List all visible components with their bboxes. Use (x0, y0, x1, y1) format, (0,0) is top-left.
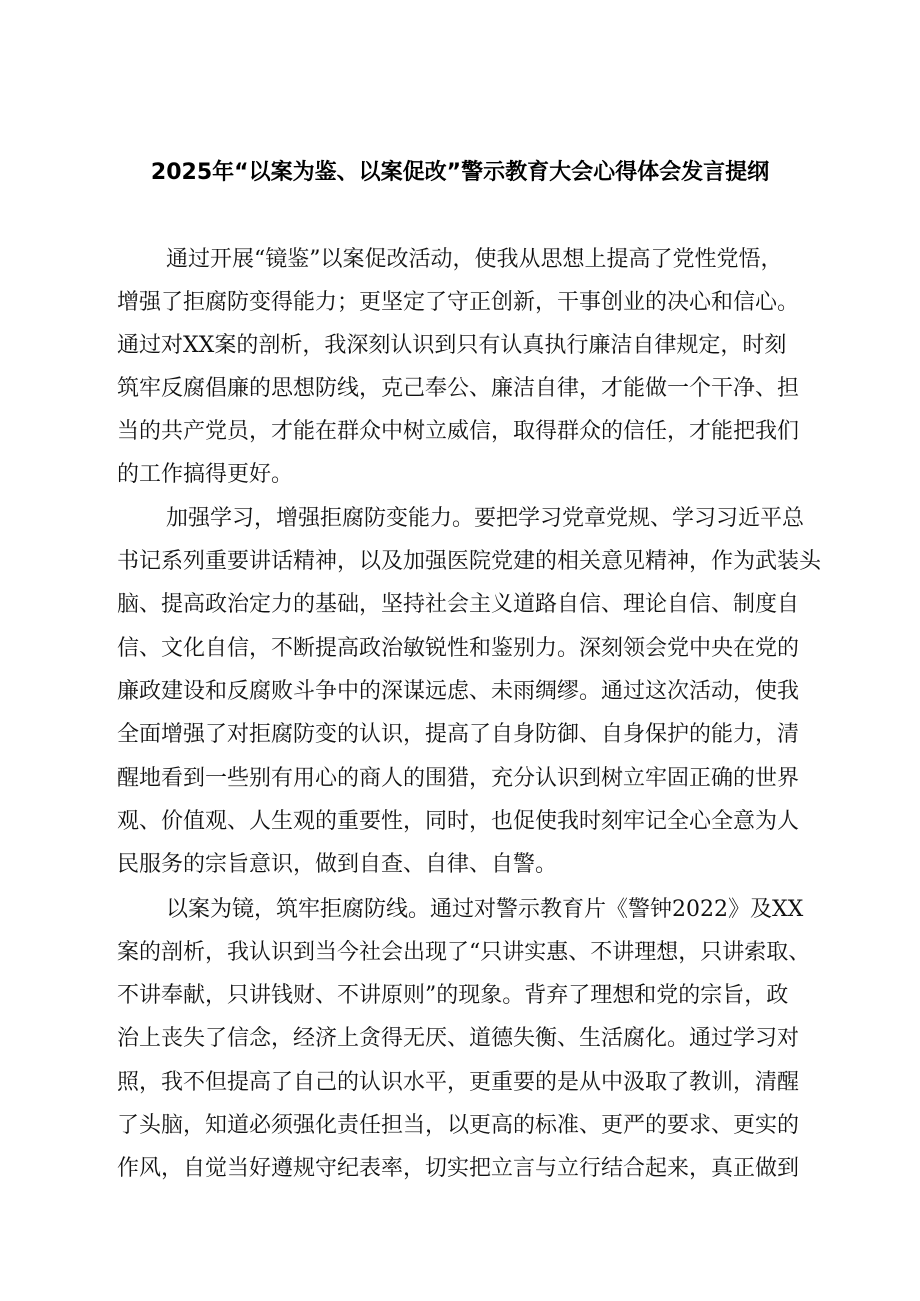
text-line: 案的剖析，我认识到当今社会出现了“只讲实惠、不讲理想，只讲索取、 (117, 940, 811, 965)
text-line: 以案为镜，筑牢拒腐防线。通过对警示教育片《警钟2022》及XX (166, 897, 804, 922)
text-line: 照，我不但提高了自己的认识水平，更重要的是从中汲取了教训，清醒 (117, 1070, 800, 1095)
text-line: 信、文化自信，不断提高政治敏锐性和鉴别力。深刻领会党中央在党的 (117, 636, 800, 661)
text-line: 脑、提高政治定力的基础，坚持社会主义道路自信、理论自信、制度自 (117, 592, 800, 617)
text-line: 通过对XX案的剖析，我深刻认识到只有认真执行廉洁自律规定，时刻 (117, 333, 787, 358)
document-title: 2025年“以案为鉴、以案促改”警示教育大会心得体会发言提纲 (150, 160, 770, 185)
text-line: 不讲奉献，只讲钱财、不讲原则”的现象。背弃了理想和党的宗旨，政 (117, 983, 789, 1008)
text-line: 筑牢反腐倡廉的思想防线，克己奉公、廉洁自律，才能做一个干净、担 (117, 376, 800, 401)
text-line: 醒地看到一些别有用心的商人的围猎，充分认识到树立牢固正确的世界 (117, 766, 800, 791)
text-line: 书记系列重要讲话精神，以及加强医院党建的相关意见精神，作为武装头 (117, 549, 822, 574)
text-line: 作风，自觉当好遵规守纪表率，切实把立言与立行结合起来，真正做到 (117, 1156, 800, 1181)
text-line: 廉政建设和反腐败斗争中的深谋远虑、未雨绸缪。通过这次活动，使我 (117, 679, 800, 704)
text-line: 治上丧失了信念，经济上贪得无厌、道德失衡、生活腐化。通过学习对 (117, 1026, 800, 1051)
text-line: 通过开展“镜鉴”以案促改活动，使我从思想上提高了党性党悟， (166, 247, 783, 272)
text-line: 的工作搞得更好。 (117, 462, 294, 487)
text-line: 增强了拒腐防变得能力；更坚定了守正创新，干事创业的决心和信心。 (117, 290, 800, 315)
text-line: 观、价值观、人生观的重要性，同时，也促使我时刻牢记全心全意为人 (117, 809, 800, 834)
text-line: 全面增强了对拒腐防变的认识，提高了自身防御、自身保护的能力，清 (117, 722, 800, 747)
text-line: 当的共产党员，才能在群众中树立威信，取得群众的信任，才能把我们 (117, 419, 800, 444)
text-line: 了头脑，知道必须强化责任担当，以更高的标准、更严的要求、更实的 (117, 1113, 800, 1138)
text-line: 民服务的宗旨意识，做到自查、自律、自警。 (117, 852, 558, 877)
text-line: 加强学习，增强拒腐防变能力。要把学习党章党规、学习习近平总 (166, 506, 805, 531)
